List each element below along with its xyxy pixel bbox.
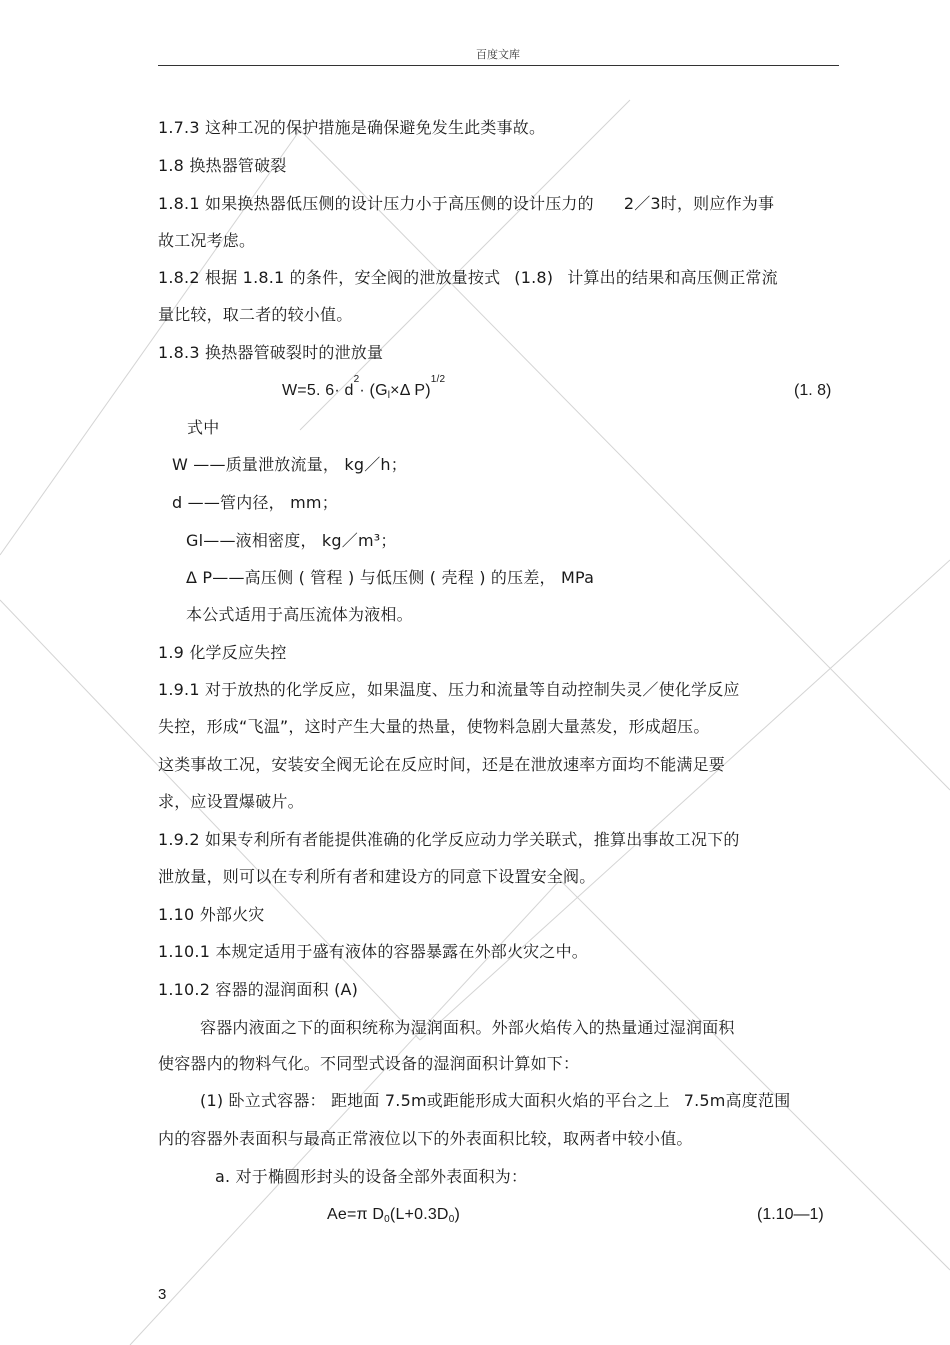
formula-subscript: l	[387, 390, 391, 401]
formula-part: Ae=π D	[327, 1206, 385, 1223]
section-heading: 1.9 化学反应失控	[158, 643, 287, 662]
variable-definition: d ——管内径， mm；	[172, 493, 338, 512]
formula-part: )	[454, 1206, 460, 1223]
text-line	[158, 194, 774, 214]
section-heading: 1.10 外部火灾	[158, 905, 265, 924]
text-line: 1.7.3 这种工况的保护措施是确保避免发生此类事故。	[158, 118, 546, 137]
text-span: 2／3时，则应作为事	[623, 194, 775, 213]
formula-part: ×Δ P)	[390, 382, 431, 399]
text-line: 求，应设置爆破片。	[158, 792, 304, 811]
text-span: 1.8.2 根据 1.8.1 的条件，安全阀的泄放量按式	[158, 268, 501, 287]
text-line: 1.9.1 对于放热的化学反应，如果温度、压力和流量等自动控制失灵／使化学反应	[158, 680, 740, 699]
formula-1-10-1	[327, 1205, 460, 1227]
text-line: 这类事故工况，安装安全阀无论在反应时间，还是在泄放速率方面均不能满足要	[158, 755, 726, 774]
text-line: 泄放量，则可以在专利所有者和建设方的同意下设置安全阀。	[158, 867, 596, 886]
formula-1-8	[282, 374, 446, 403]
text-span: 7.5m高度范围	[683, 1091, 791, 1110]
formula-part: W=5. 6· d	[282, 382, 354, 399]
text-line: 本公式适用于高压流体为液相。	[186, 605, 413, 624]
variable-definition: Gl——液相密度， kg／m³；	[186, 531, 397, 550]
text-line: 1.10.1 本规定适用于盛有液体的容器暴露在外部火灾之中。	[158, 942, 588, 961]
formula-part: (L+0.3D	[389, 1206, 449, 1223]
text-line	[158, 268, 778, 288]
section-heading: 1.8 换热器管破裂	[158, 156, 287, 175]
page-number: 3	[158, 1286, 167, 1303]
text-line: 失控，形成“飞温”，这时产生大量的热量，使物料急剧大量蒸发，形成超压。	[158, 717, 710, 736]
variable-definition: Δ P——高压侧 ( 管程 ) 与低压侧 ( 壳程 ) 的压差， MPa	[186, 568, 595, 587]
formula-subscript: 0	[384, 1214, 390, 1225]
text-line: 式中	[187, 418, 220, 437]
text-span: (1) 卧立式容器： 距地面 7.5m或距能形成大面积火焰的平台之上	[200, 1091, 670, 1110]
text-line: 1.10.2 容器的湿润面积 (A)	[158, 980, 359, 999]
text-span: 1.8.1 如果换热器低压侧的设计压力小于高压侧的设计压力的	[158, 194, 594, 213]
text-line: 1.8.3 换热器管破裂时的泄放量	[158, 343, 384, 362]
formula-subscript: 0	[448, 1214, 455, 1225]
text-line: 内的容器外表面积与最高正常液位以下的外表面积比较，取两者中较小值。	[158, 1129, 693, 1148]
text-line	[200, 1091, 790, 1111]
page-header: 百度文库	[476, 48, 520, 61]
variable-definition: W ——质量泄放流量， kg／h；	[172, 455, 407, 474]
formula-part: · (G	[359, 382, 388, 399]
text-span: (1.8)	[514, 268, 554, 287]
text-line: 1.9.2 如果专利所有者能提供准确的化学反应动力学关联式，推算出事故工况下的	[158, 830, 740, 849]
text-line: 使容器内的物料气化。不同型式设备的湿润面积计算如下：	[158, 1054, 580, 1073]
equation-number: (1.10—1)	[757, 1206, 824, 1223]
text-line: a. 对于椭圆形封头的设备全部外表面积为：	[215, 1167, 528, 1186]
text-line: 量比较，取二者的较小值。	[158, 305, 353, 324]
text-line: 故工况考虑。	[158, 231, 256, 250]
formula-exponent: 2	[353, 374, 360, 385]
formula-exponent: 1/2	[430, 374, 446, 385]
header-divider	[158, 65, 839, 66]
text-line: 容器内液面之下的面积统称为湿润面积。外部火焰传入的热量通过湿润面积	[200, 1018, 735, 1037]
text-span: 计算出的结果和高压侧正常流	[567, 268, 778, 287]
equation-number: (1. 8)	[794, 382, 832, 399]
